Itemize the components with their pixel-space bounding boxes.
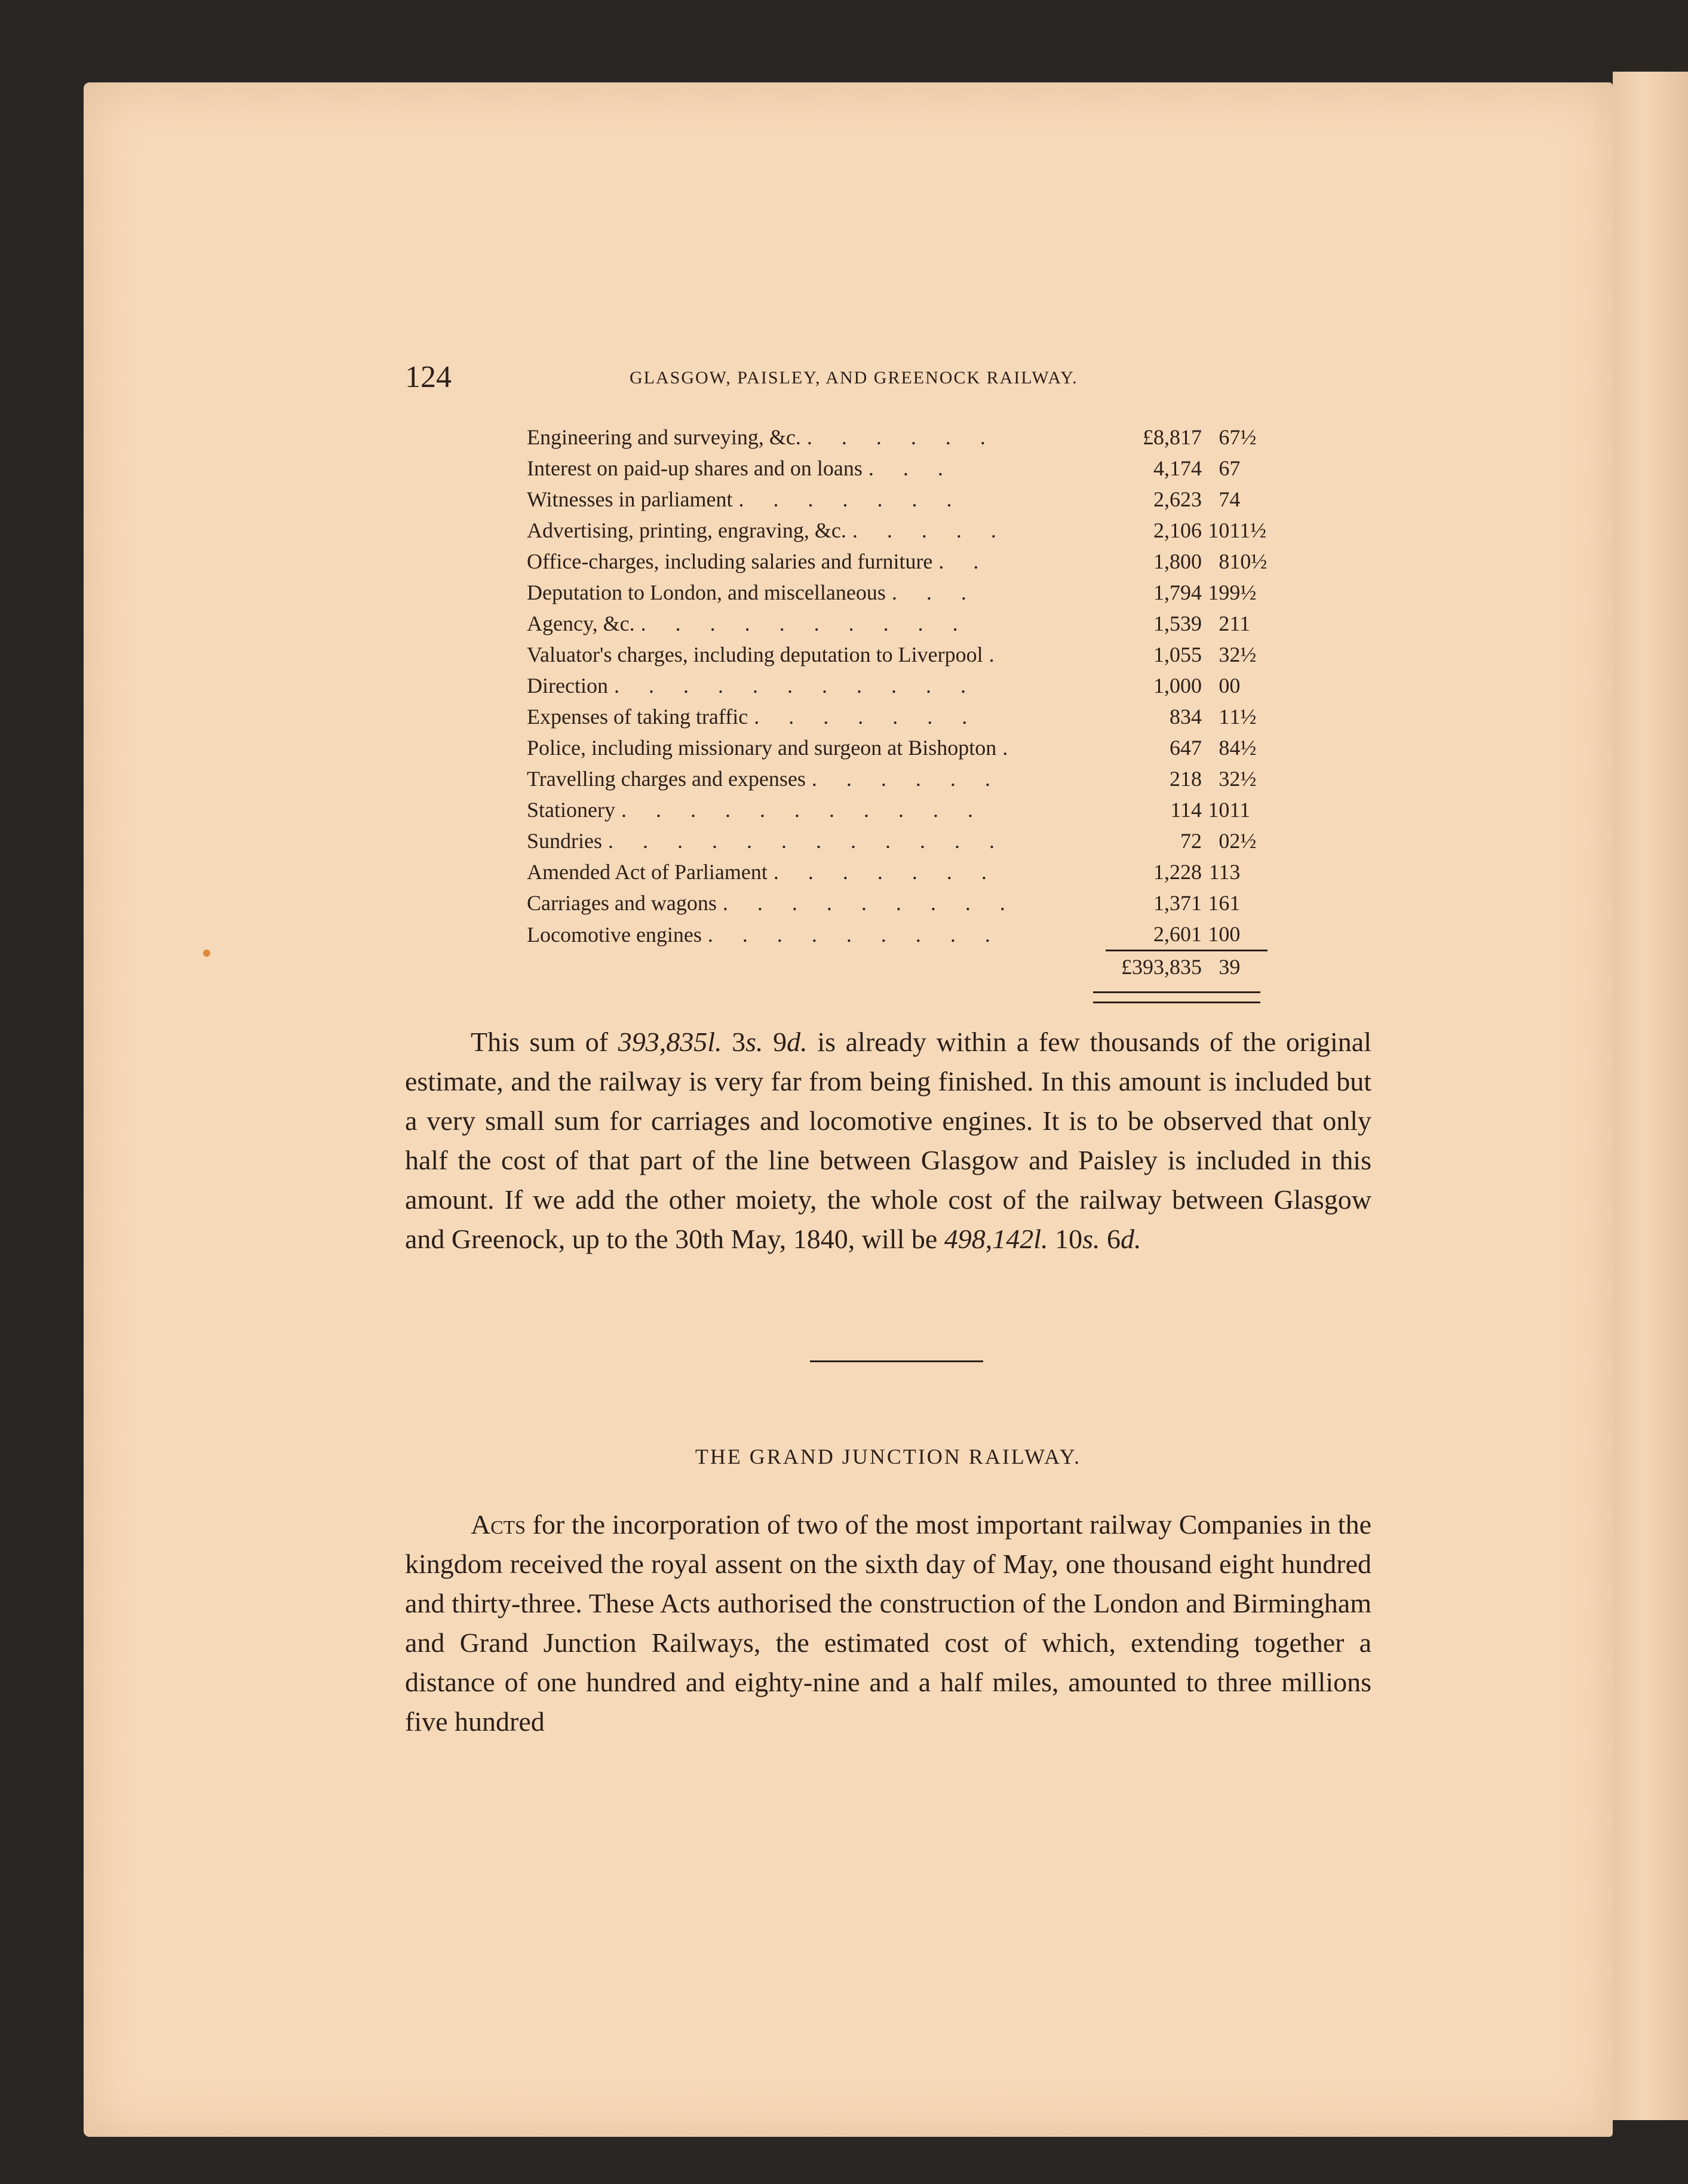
cost-pounds: 4,174 [1153, 456, 1202, 480]
cost-item-cell [527, 453, 1106, 484]
cost-item-cell [527, 919, 1106, 951]
cost-row [527, 577, 1267, 608]
cost-shillings: 10 [1208, 798, 1230, 822]
cost-pounds: 1,539 [1153, 612, 1202, 635]
total-pence: 9 [1229, 951, 1267, 983]
cost-item-label: Direction [527, 674, 608, 698]
cost-pence: 10½ [1229, 549, 1267, 573]
shillings-value: 3 [722, 1027, 746, 1057]
cost-row [527, 887, 1267, 919]
cost-item-label: Police, including missionary and surgeon at Bishopton [527, 736, 997, 760]
leader-dots: . . . . . [852, 518, 1008, 542]
cost-shillings: 10 [1208, 922, 1230, 946]
pence-value: 9 [763, 1027, 787, 1057]
cost-pounds: 72 [1180, 829, 1202, 853]
unit-s: s. [1082, 1224, 1100, 1254]
next-page-edge [1613, 72, 1688, 2120]
section-divider [810, 1360, 983, 1362]
cost-pence: 3 [1229, 860, 1241, 884]
cost-item-label: Valuator's charges, including deputation to Liverpool [527, 643, 983, 666]
cost-row [527, 670, 1267, 701]
leader-dots: . . . . . . . [738, 487, 964, 511]
cost-pence: 2½ [1229, 829, 1257, 853]
cost-row [527, 763, 1267, 794]
cost-item-label: Interest on paid-up shares and on loans [527, 456, 863, 480]
cost-shillings: 6 [1219, 456, 1230, 480]
page-header [405, 360, 1165, 401]
leader-dots: . . . . . . . . . [722, 891, 1017, 915]
leader-dots: . . [938, 549, 991, 573]
lead-word: Acts [471, 1509, 526, 1540]
cost-row [527, 639, 1267, 670]
cost-pence: 2½ [1229, 643, 1257, 666]
cost-shillings: 7 [1219, 487, 1230, 511]
cost-pence: 11 [1229, 612, 1251, 635]
amount-498142: 498,142 [944, 1224, 1034, 1254]
cost-pence: 0 [1229, 674, 1241, 698]
leader-dots: . . . . . . . . . . [640, 612, 970, 635]
cost-pounds: 647 [1170, 736, 1202, 760]
unit-l: l. [707, 1027, 722, 1057]
cost-item-label: Witnesses in parliament [527, 487, 733, 511]
cost-item-label: Stationery [527, 798, 615, 822]
cost-shillings: 1 [1219, 705, 1230, 729]
cost-item-cell [527, 484, 1106, 515]
cost-item-cell [527, 546, 1106, 577]
total-pounds: £393,835 [1106, 951, 1202, 983]
leader-dots: . . . . . . . . . [707, 922, 1002, 947]
cost-shillings: 8 [1219, 549, 1230, 573]
cost-row [527, 515, 1267, 546]
running-title: GLASGOW, PAISLEY, AND GREENOCK RAILWAY. [630, 368, 1078, 388]
cost-pence: 1½ [1229, 705, 1257, 729]
pence-value: 6 [1100, 1224, 1121, 1254]
cost-pounds: 1,800 [1153, 549, 1202, 573]
cost-table [527, 422, 1267, 982]
text-run: This sum of [471, 1027, 618, 1057]
cost-row [527, 484, 1267, 515]
cost-shillings: 19 [1208, 580, 1230, 604]
total-shillings: 3 [1202, 951, 1229, 983]
cost-item-label: Agency, &c. [527, 612, 635, 635]
total-spacer [527, 951, 1106, 983]
cost-item-label: Carriages and wagons [527, 891, 717, 915]
cost-pounds: 1,371 [1153, 891, 1202, 915]
leader-dots: . . . [868, 456, 955, 480]
leader-dots: . . . . . . [811, 767, 1002, 791]
total-double-rule [1093, 991, 1260, 1003]
cost-pence: 4 [1229, 487, 1241, 511]
leader-dots: . . . . . . . . . . . [621, 798, 985, 822]
cost-item-cell [527, 639, 1106, 670]
section-heading: THE GRAND JUNCTION RAILWAY. [695, 1445, 1082, 1469]
cost-row [527, 422, 1267, 453]
cost-item-cell [527, 670, 1106, 701]
cost-item-label: Travelling charges and expenses [527, 767, 806, 791]
cost-item-label: Locomotive engines [527, 922, 702, 947]
cost-item-cell [527, 577, 1106, 608]
cost-row [527, 794, 1267, 825]
cost-pounds: 2,106 [1153, 518, 1202, 542]
unit-d: d. [1120, 1224, 1141, 1254]
leader-dots: . . . [891, 580, 978, 604]
cost-pence: 0 [1229, 922, 1241, 946]
amount-393835: 393,835 [618, 1027, 708, 1057]
cost-shillings: 6 [1219, 425, 1230, 449]
cost-row [527, 608, 1267, 639]
cost-item-label: Amended Act of Parliament [527, 860, 768, 884]
cost-pounds: 218 [1170, 767, 1202, 791]
cost-pounds: 1,000 [1153, 674, 1202, 698]
cost-item-label: Engineering and surveying, &c. [527, 425, 801, 449]
page-number: 124 [405, 360, 452, 394]
leader-dots: . . . . . . . . . . . . [608, 829, 1006, 853]
cost-item-label: Deputation to London, and miscellaneous [527, 580, 886, 604]
cost-pounds: 1,055 [1153, 643, 1202, 666]
section-body: for the incorporation of two of the most important railway Companies in the kingdom received the royal assent on the sixth day of May, one thousand eight hundred and thirty-three. These Acts authorised the construction of the London and Birmingham and Grand Junction Railways, the estimated cost of which, extending together a distance of one hundred and eighty-nine and a half miles, amounted to three millions five hundred [405, 1509, 1371, 1737]
cost-shillings: 11 [1208, 860, 1230, 884]
unit-s: s. [745, 1027, 763, 1057]
ink-spot [203, 950, 210, 957]
cost-pence: 4½ [1229, 736, 1257, 760]
leader-dots: . [1002, 736, 1020, 760]
cost-item-label: Advertising, printing, engraving, &c. [527, 518, 846, 542]
cost-pounds: 114 [1170, 798, 1202, 822]
cost-row [527, 546, 1267, 577]
cost-item-cell [527, 825, 1106, 856]
shillings-value: 10 [1048, 1224, 1083, 1254]
cost-pence: 7½ [1229, 425, 1257, 449]
cost-item-cell [527, 701, 1106, 732]
section-paragraph [405, 1505, 1371, 1741]
cost-pence: 1 [1229, 891, 1241, 915]
cost-pounds: 2,623 [1153, 487, 1202, 511]
summary-paragraph [405, 1022, 1371, 1259]
cost-shillings: 16 [1208, 891, 1230, 915]
cost-shillings: 0 [1219, 829, 1230, 853]
cost-pence: 9½ [1229, 580, 1257, 604]
cost-item-label: Sundries [527, 829, 602, 853]
cost-item-cell [527, 515, 1106, 546]
cost-pounds: 1,228 [1153, 860, 1202, 884]
cost-pence: 7 [1229, 456, 1241, 480]
cost-row [527, 919, 1267, 951]
text-run: is already within a few thousands of the original estimate, and the railway is very far from being finished. In this amount is included but a very small sum for carriages and locomotive engines. It is to be observed that only half the cost of that part of the line between Glasgow and Paisley is included in this amount. If we add the other moiety, the whole cost of the railway between Glasgow and Greenock, up to the 30th May, 1840, will be [405, 1027, 1371, 1254]
cost-shillings: 0 [1219, 674, 1230, 698]
cost-item-cell [527, 856, 1106, 887]
cost-item-cell [527, 763, 1106, 794]
cost-row [527, 453, 1267, 484]
cost-pounds: 834 [1170, 705, 1202, 729]
cost-item-label: Office-charges, including salaries and furniture [527, 549, 933, 573]
cost-item-label: Expenses of taking traffic [527, 705, 748, 729]
unit-d: d. [787, 1027, 808, 1057]
cost-shillings: 2 [1219, 612, 1230, 635]
cost-pence: 11 [1229, 798, 1251, 822]
cost-pounds: 1,794 [1153, 580, 1202, 604]
leader-dots: . . . . . . . [773, 860, 999, 884]
cost-pence: 11½ [1229, 518, 1267, 542]
leader-dots: . . . . . . . [754, 705, 980, 729]
cost-item-cell [527, 887, 1106, 919]
cost-shillings: 10 [1208, 518, 1230, 542]
leader-dots: . . . . . . [806, 425, 998, 449]
leader-dots: . [989, 643, 1006, 666]
unit-l: l. [1033, 1224, 1048, 1254]
total-row [527, 951, 1267, 983]
cost-item-cell [527, 794, 1106, 825]
cost-pounds: 2,601 [1153, 922, 1202, 946]
cost-shillings: 8 [1219, 736, 1230, 760]
cost-item-cell [527, 422, 1106, 453]
cost-row [527, 825, 1267, 856]
cost-row [527, 732, 1267, 763]
cost-pence: 2½ [1229, 767, 1257, 791]
cost-row [527, 856, 1267, 887]
cost-shillings: 3 [1219, 767, 1230, 791]
leader-dots: . . . . . . . . . . . [613, 674, 978, 698]
cost-row [527, 701, 1267, 732]
cost-pounds: £8,817 [1143, 425, 1202, 449]
cost-item-cell [527, 608, 1106, 639]
cost-item-cell [527, 732, 1106, 763]
cost-shillings: 3 [1219, 643, 1230, 666]
